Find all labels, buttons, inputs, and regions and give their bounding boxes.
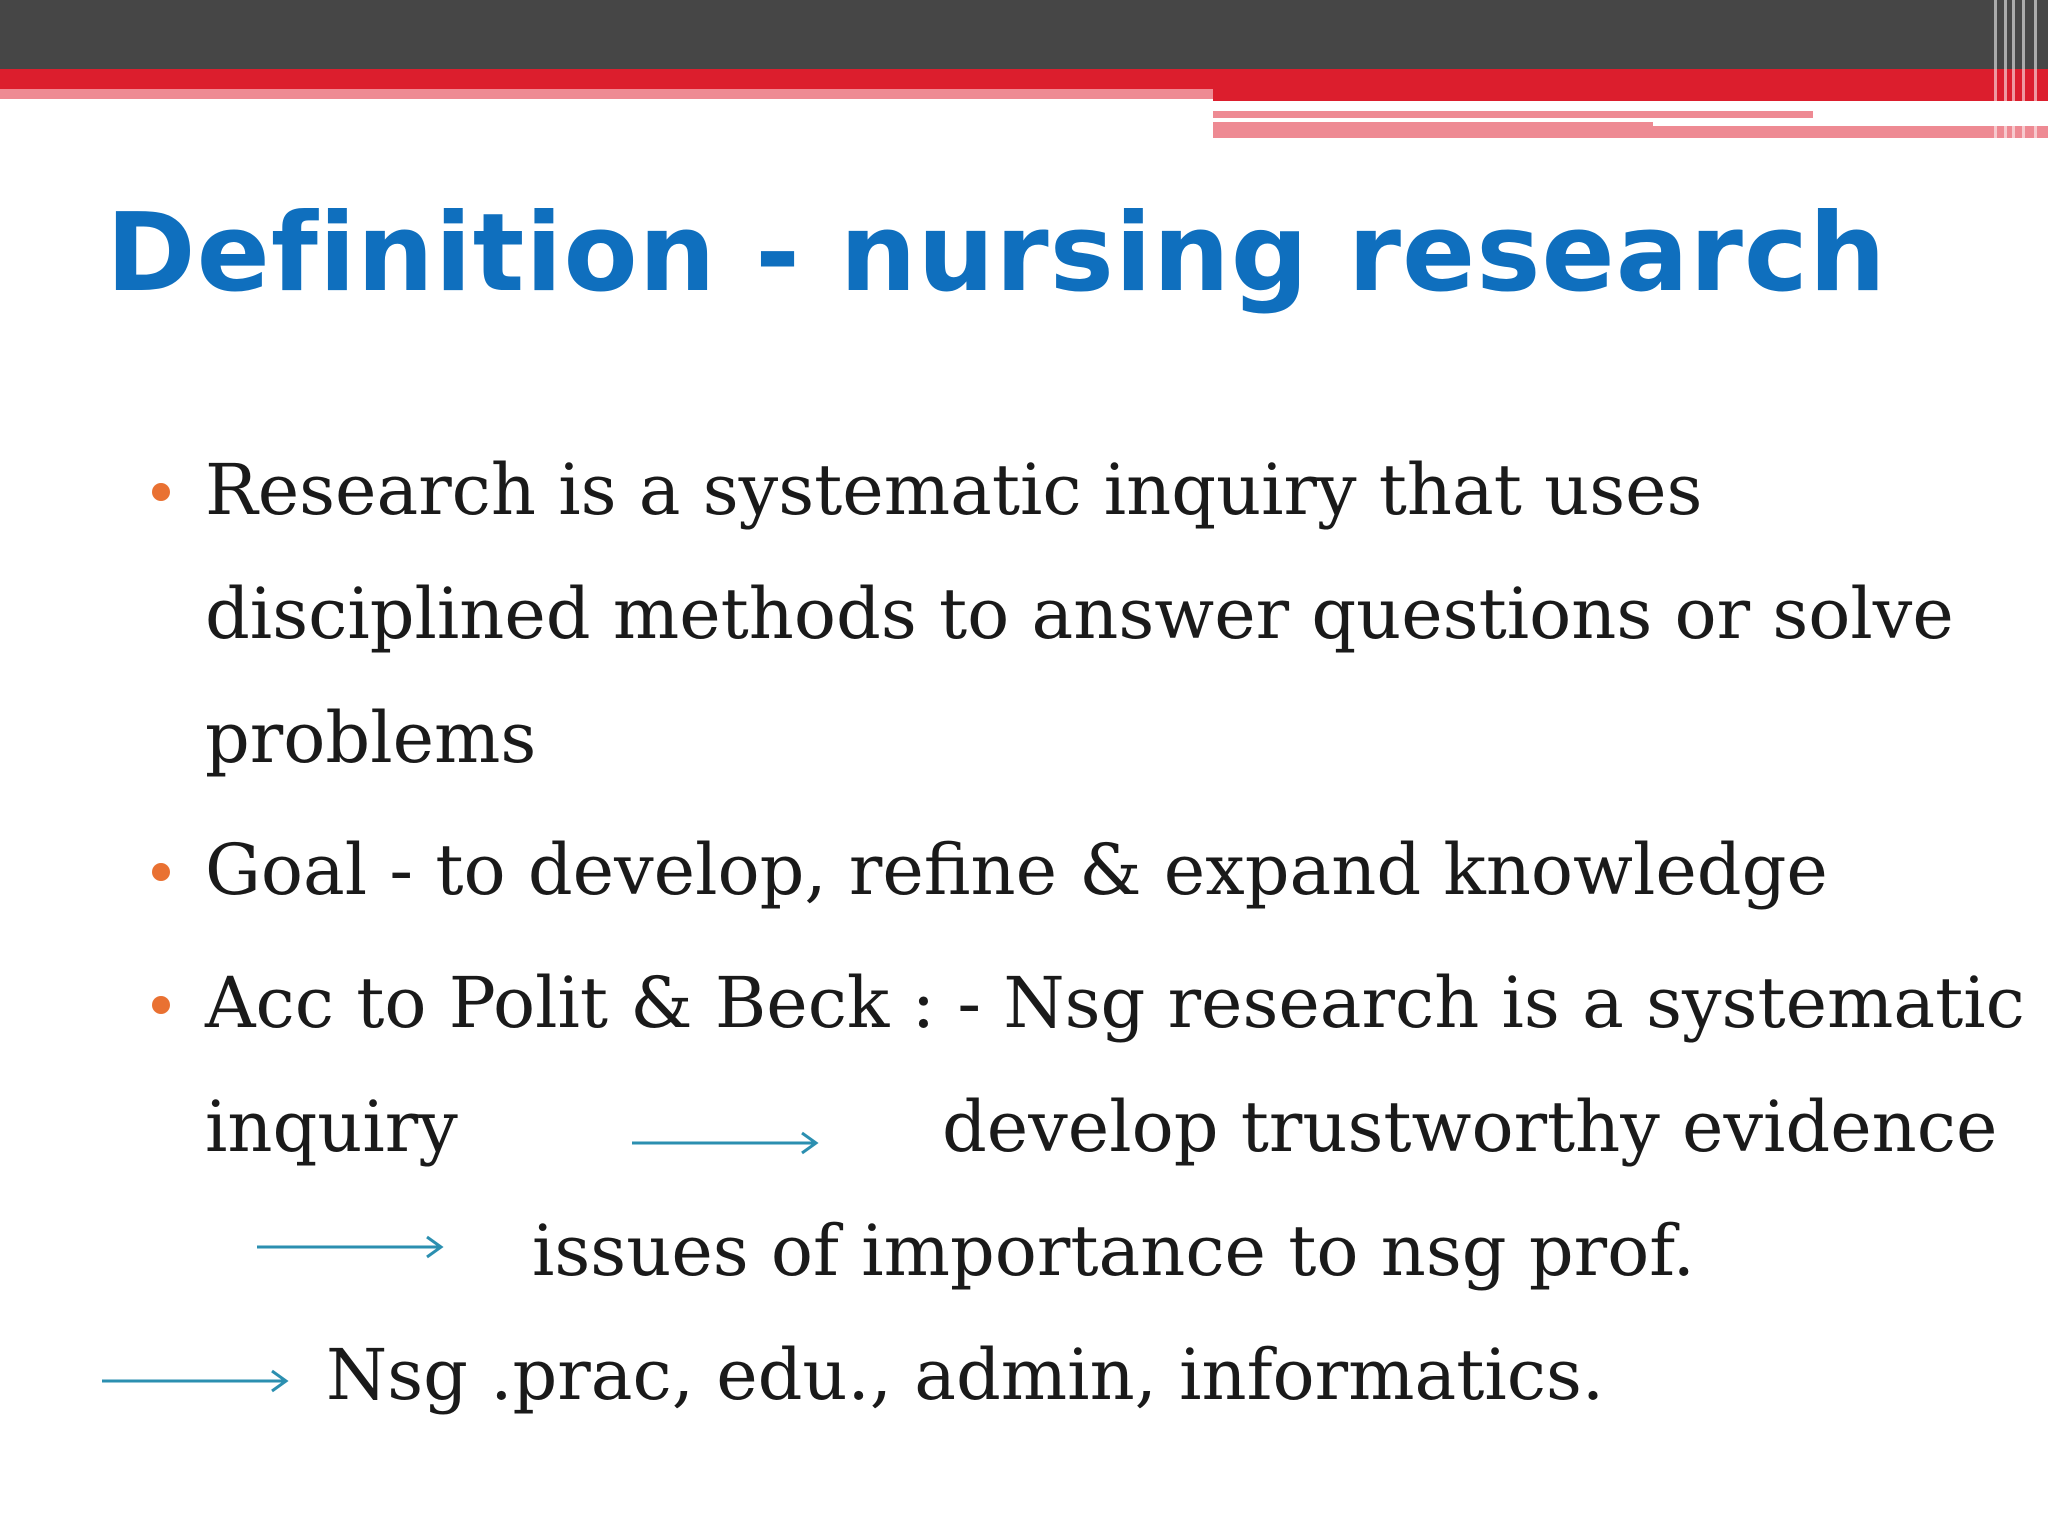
- header-pink-bar-left: [0, 89, 1213, 99]
- arrow-right-icon: [255, 1232, 445, 1262]
- header-dark-bar: [0, 0, 2048, 69]
- bullet-dot: [152, 996, 170, 1014]
- header-edge-lines: [1988, 0, 2048, 140]
- flow-item-1: develop trustworthy evidence: [942, 1086, 1998, 1168]
- bullet-1-line-3: problems: [205, 697, 537, 779]
- slide-title: Definition - nursing research: [106, 191, 1887, 316]
- arrow-right-icon: [100, 1366, 290, 1396]
- header-red-bar-left: [0, 69, 1213, 89]
- header-red-bar-right: [1213, 69, 2048, 101]
- bullet-2-line-1: Goal - to develop, refine & expand knowledge: [205, 829, 1828, 911]
- arrow-right-icon: [630, 1128, 820, 1158]
- bullet-dot: [152, 483, 170, 501]
- bullet-3-line-2: inquiry: [205, 1086, 458, 1168]
- header-pink-bar-right: [1213, 111, 1813, 118]
- bullet-dot: [152, 863, 170, 881]
- bullet-1-line-1: Research is a systematic inquiry that uses: [205, 449, 1703, 531]
- header-white-stripe: [1213, 101, 2048, 111]
- flow-item-2: issues of importance to nsg prof.: [532, 1210, 1695, 1292]
- bullet-1-line-2: disciplined methods to answer questions or solve: [205, 573, 1954, 655]
- header-pink-bar-right-lower: [1213, 122, 1653, 138]
- flow-item-3: Nsg .prac, edu., admin, informatics.: [326, 1334, 1605, 1416]
- bullet-3-line-1: Acc to Polit & Beck : - Nsg research is a systematic: [205, 962, 2025, 1044]
